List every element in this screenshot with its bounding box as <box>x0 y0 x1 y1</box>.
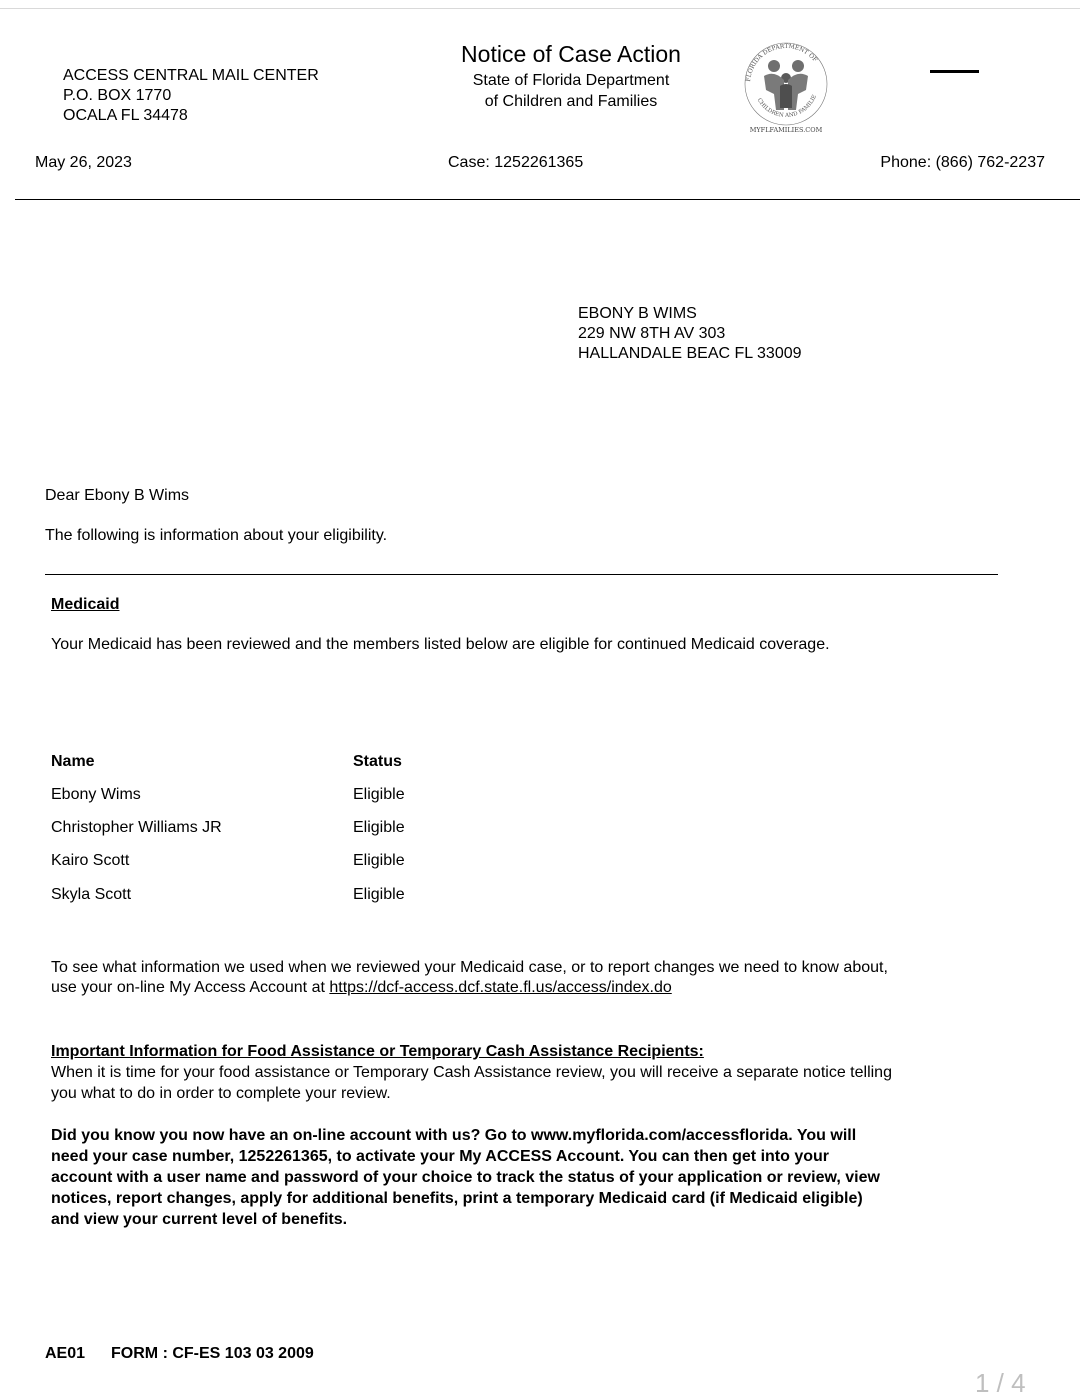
important-line: When it is time for your food assistance or Temporary Cash Assistance review, you will receive a separate notice telling <box>51 1064 892 1081</box>
online-line: and view your current level of benefits. <box>51 1211 348 1228</box>
sender-line: OCALA FL 34478 <box>63 107 188 124</box>
top-divider <box>0 8 1080 9</box>
more-info-paragraph <box>51 958 1011 998</box>
online-line: account with a user name and password of your choice to track the status of your application or review, view <box>51 1169 880 1186</box>
member-name: Ebony Wims <box>51 786 141 803</box>
notice-subtitle-line: of Children and Families <box>484 93 658 110</box>
header-mark <box>930 70 979 73</box>
footer-code: AE01 <box>45 1345 86 1362</box>
online-line: notices, report changes, apply for additional benefits, print a temporary Medicaid card (if Medicaid eligible) <box>51 1190 863 1207</box>
sender-address <box>63 66 319 126</box>
access-account-link[interactable]: https://dcf-access.dcf.state.fl.us/access/index.do <box>329 979 672 996</box>
svg-text:CHILDREN AND FAMILIES: CHILDREN AND FAMILIE <box>755 94 819 119</box>
sender-line: P.O. BOX 1770 <box>63 87 172 104</box>
member-status: Eligible <box>353 819 405 836</box>
header-divider <box>15 199 1080 200</box>
medicaid-summary: Your Medicaid has been reviewed and the members listed below are eligible for continued Medicaid coverage. <box>51 636 830 653</box>
member-name: Christopher Williams JR <box>51 819 222 836</box>
recipient-line: EBONY B WIMS <box>578 305 697 322</box>
notice-date: May 26, 2023 <box>35 154 132 171</box>
phone-number: Phone: (866) 762-2237 <box>880 154 1045 171</box>
greeting: Dear Ebony B Wims <box>45 487 190 504</box>
table-header-name: Name <box>51 753 95 770</box>
form-footer <box>45 1345 314 1363</box>
more-info-line <box>51 978 1011 998</box>
member-name: Kairo Scott <box>51 852 130 869</box>
member-name: Skyla Scott <box>51 886 132 903</box>
recipient-address <box>578 304 802 364</box>
seal-caption: MYFLFAMILIES.COM <box>749 126 823 134</box>
dcf-seal-icon <box>740 40 832 136</box>
more-info-lead: use your on-line My Access Account at <box>51 979 330 996</box>
important-body <box>51 1062 1011 1104</box>
table-header-status: Status <box>353 753 402 770</box>
member-status: Eligible <box>353 786 405 803</box>
case-number: Case: 1252261365 <box>448 154 584 171</box>
notice-subtitle <box>410 70 732 112</box>
medicaid-heading: Medicaid <box>51 596 120 613</box>
recipient-line: 229 NW 8TH AV 303 <box>578 325 726 342</box>
intro-text: The following is information about your eligibility. <box>45 527 388 544</box>
footer-form: FORM : CF-ES 103 03 2009 <box>111 1345 314 1362</box>
recipient-line: HALLANDALE BEAC FL 33009 <box>578 345 802 362</box>
section-divider <box>45 574 998 575</box>
online-line: Did you know you now have an on-line account with us? Go to www.myflorida.com/accessflorida. You will <box>51 1127 857 1144</box>
notice-title: Notice of Case Action <box>461 41 681 67</box>
member-status: Eligible <box>353 886 405 903</box>
more-info-line: To see what information we used when we reviewed your Medicaid case, or to report changes we need to know about, <box>51 959 888 976</box>
sender-line: ACCESS CENTRAL MAIL CENTER <box>63 67 319 84</box>
member-status: Eligible <box>353 852 405 869</box>
online-line: need your case number, 1252261365, to activate your My ACCESS Account. You can then get into your <box>51 1148 830 1165</box>
online-account-paragraph <box>51 1125 1011 1230</box>
important-line: you what to do in order to complete your review. <box>51 1085 391 1102</box>
notice-subtitle-line: State of Florida Department <box>472 72 670 89</box>
important-heading: Important Information for Food Assistance or Temporary Cash Assistance Recipients: <box>51 1043 704 1060</box>
page-indicator: 1 / 4 <box>975 1368 1026 1398</box>
svg-text:FLORIDA DEPARTMENT OF: FLORIDA DEPARTMENT OF <box>745 42 819 83</box>
